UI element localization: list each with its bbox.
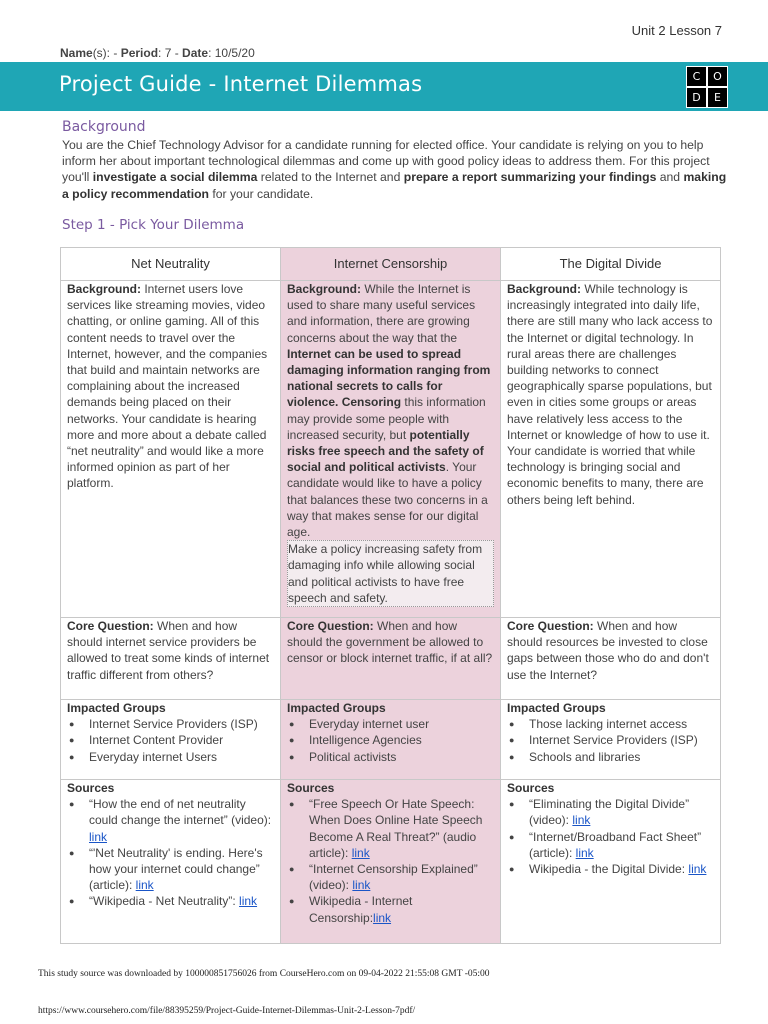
date-value: : 10/5/20: [208, 46, 255, 60]
name-label: Name: [60, 46, 93, 60]
cell-label: Core Question:: [287, 619, 374, 633]
source-item: [67, 845, 274, 894]
impacted-list: [507, 716, 714, 765]
source-text: “How the end of net neutrality could change the internet” (video):: [89, 797, 272, 828]
cell-label: Sources: [507, 781, 555, 795]
highlighted-note: Make a policy increasing safety from damaging info while allowing social and political activists to have free speech and safety.: [287, 540, 494, 607]
source-url[interactable]: https://www.coursehero.com/file/88395259/Project-Guide-Internet-Dilemmas-Unit-2-Lesson-7pdf/: [38, 1006, 416, 1016]
cell-background-digital-divide: [501, 281, 721, 618]
cell-label: Background:: [507, 282, 582, 296]
source-text: Wikipedia - the Digital Divide:: [529, 862, 689, 877]
logo-letter: E: [708, 88, 727, 107]
source-link[interactable]: link: [351, 845, 370, 860]
cell-label: Background:: [287, 282, 362, 296]
sources-list: [287, 796, 494, 926]
title-banner: [0, 62, 768, 111]
cell-label: Sources: [67, 781, 115, 795]
cell-sources-net-neutrality: [61, 780, 281, 944]
column-header-digital-divide: The Digital Divide: [501, 248, 721, 281]
intro-bold: investigate a social dilemma: [92, 170, 258, 185]
intro-bold: making a policy recommendation: [62, 170, 727, 201]
source-text: “Internet Censorship Explained” (video):: [309, 862, 478, 893]
logo-letter: D: [687, 88, 706, 107]
source-link[interactable]: link: [352, 878, 371, 893]
dilemma-table: [60, 247, 721, 944]
cell-sources-censorship: [281, 780, 501, 944]
source-link[interactable]: link: [373, 910, 392, 925]
source-link[interactable]: link: [572, 813, 591, 828]
cell-text-bold: potentially risks free speech and the safety of social and political activists: [287, 427, 484, 475]
list-item: ● Internet Content Provider: [67, 732, 274, 748]
period-label: Period: [120, 46, 159, 60]
intro-text: for your candidate.: [208, 186, 314, 201]
cell-text: When and how should resources be invested to close gaps between those who do and don't use the Internet?: [507, 619, 709, 682]
cell-label: Background:: [67, 282, 142, 296]
column-header-net-neutrality: Net Neutrality: [61, 248, 281, 281]
source-text: “Free Speech Or Hate Speech: When Does Online Hate Speech Become A Real Threat?” (audio article):: [309, 797, 483, 860]
intro-text: and: [656, 170, 684, 185]
list-item: ● Schools and libraries: [507, 749, 714, 765]
source-item: [67, 893, 274, 909]
list-item: ● Internet Service Providers (ISP): [507, 732, 714, 748]
cell-label: Sources: [287, 781, 335, 795]
cell-text: While the Internet is used to share many useful services and information, there are growing concerns about the way that the: [287, 282, 476, 345]
intro-bold: prepare a report summarizing your findings: [403, 170, 657, 185]
unit-label: Unit 2 Lesson 7: [631, 23, 722, 38]
sources-list: [507, 796, 714, 877]
cell-label: Core Question:: [67, 619, 154, 633]
step1-heading: Step 1 - Pick Your Dilemma: [62, 217, 245, 233]
source-item: [507, 861, 714, 877]
cell-impacted-digital-divide: [501, 700, 721, 780]
cell-impacted-net-neutrality: [61, 700, 281, 780]
intro-text: You are the Chief Technology Advisor for a candidate running for elected office. Your candidate is relying on you to help inform her about important technological dilemmas and come up with good policy ideas to address them. For this project you'll: [62, 138, 710, 185]
page-title: Project Guide - Internet Dilemmas: [59, 72, 423, 96]
source-link[interactable]: link: [135, 878, 154, 893]
list-item: ● Everyday internet Users: [67, 749, 274, 765]
cell-background-net-neutrality: [61, 281, 281, 618]
cell-label: Impacted Groups: [507, 701, 606, 715]
source-link[interactable]: link: [89, 829, 108, 844]
code-logo: [686, 66, 728, 108]
cell-text: When and how should the government be allowed to censor or block internet traffic, if at all?: [287, 619, 493, 666]
impacted-list: [287, 716, 494, 765]
date-label: Date: [182, 46, 209, 60]
cell-text: While technology is increasingly integrated into daily life, there are still many who lack access to the Internet or digital technology. In rural areas there are challenges building networks to connect geographically sparse populations, but even in cities some groups or areas have relatively less access to the Internet or knowledge of how to use it. Your candidate is worried that while technology is bringing social and economic benefits to many, there are others being left behind.: [507, 282, 713, 507]
list-item: ● Political activists: [287, 749, 494, 765]
cell-label: Core Question:: [507, 619, 594, 633]
list-item: ● Everyday internet user: [287, 716, 494, 732]
list-item: ● Intelligence Agencies: [287, 732, 494, 748]
column-header-internet-censorship: Internet Censorship: [281, 248, 501, 281]
cell-text: Internet users love services like streaming movies, video chatting, or online gaming. All of this content needs to travel over the Internet, however, and the companies that build and maintain networks are complaining about the increased demands being placed on their networks. Your candidate is hearing more and more about a debate called “net neutrality” and would like a more informed opinion as part of her platform.: [67, 282, 268, 491]
list-item: ● Internet Service Providers (ISP): [67, 716, 274, 732]
intro-text: related to the Internet and: [257, 170, 404, 185]
source-item: [507, 796, 714, 828]
list-item: ● Those lacking internet access: [507, 716, 714, 732]
cell-text: . Your candidate would like to have a policy that balances these two concerns in a way that makes sense for our digital age.: [287, 460, 488, 540]
name-rest: (s): -: [92, 46, 121, 60]
impacted-list: [67, 716, 274, 765]
source-link[interactable]: link: [575, 845, 594, 860]
cell-label: Impacted Groups: [287, 701, 386, 715]
cell-core-digital-divide: [501, 618, 721, 700]
source-link[interactable]: link: [239, 894, 258, 909]
name-period-date-line: [60, 46, 255, 60]
logo-letter: C: [687, 67, 706, 86]
period-value: : 7 -: [158, 46, 183, 60]
source-item: [287, 861, 494, 893]
cell-text: this information may provide some people with increased security, but: [287, 395, 486, 442]
cell-sources-digital-divide: [501, 780, 721, 944]
cell-impacted-censorship: [281, 700, 501, 780]
cell-core-net-neutrality: [61, 618, 281, 700]
source-item: [287, 796, 494, 861]
sources-list: [67, 796, 274, 909]
source-item: [287, 893, 494, 925]
cell-text: When and how should internet service providers be allowed to treat some kinds of internet traffic different from others?: [67, 619, 270, 682]
source-text: “'Net Neutrality' is ending. Here's how your internet could change” (article):: [89, 845, 263, 893]
source-text: Wikipedia - Internet Censorship:: [309, 894, 413, 925]
source-text: “Eliminating the Digital Divide” (video):: [529, 797, 690, 828]
background-heading: Background: [62, 119, 146, 135]
cell-background-censorship: [281, 281, 501, 618]
cell-text-bold: Internet can be used to spread damaging information ranging from national secrets to calls for violence. Censoring: [287, 346, 491, 410]
background-paragraph: [62, 137, 732, 202]
source-item: [67, 796, 274, 845]
cell-core-censorship: [281, 618, 501, 700]
logo-letter: O: [708, 67, 727, 86]
download-notice: This study source was downloaded by 100000851756026 from CourseHero.com on 09-04-2022 21:55:08 GMT -05:00: [38, 969, 490, 979]
cell-label: Impacted Groups: [67, 701, 166, 715]
source-text: “Wikipedia - Net Neutrality”:: [89, 894, 240, 909]
source-item: [507, 829, 714, 861]
source-link[interactable]: link: [688, 862, 707, 877]
source-text: “Internet/Broadband Fact Sheet” (article):: [529, 829, 702, 860]
